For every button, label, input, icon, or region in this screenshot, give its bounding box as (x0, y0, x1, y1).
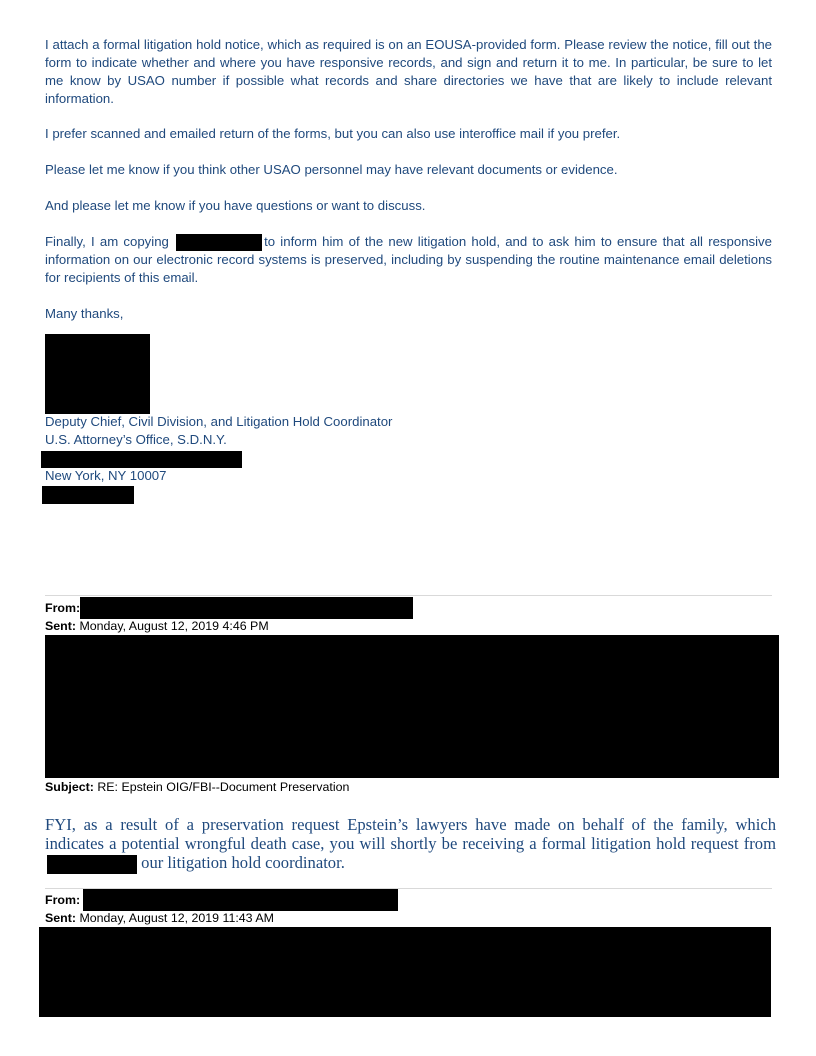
redacted-name (176, 234, 262, 251)
redacted-sender-2 (83, 889, 398, 911)
redacted-recipients (45, 635, 779, 778)
body-paragraph-5 (45, 233, 772, 287)
signature-office: U.S. Attorney’s Office, S.D.N.Y. (45, 432, 227, 447)
header-divider (45, 595, 772, 596)
email1-from-label: From: (45, 601, 81, 615)
body-paragraph-2: I prefer scanned and emailed return of the forms, but you can also use interoffice mail if you prefer. (45, 126, 621, 141)
email1-body-rest: our litigation hold coordinator. (141, 853, 345, 872)
email2-from (45, 892, 80, 908)
email1-subject-value: RE: Epstein OIG/FBI--Document Preservation (97, 780, 350, 794)
email2-from-label: From: (45, 893, 81, 907)
paragraph-5-lead: Finally, I am copying (45, 234, 169, 249)
signature-title: Deputy Chief, Civil Division, and Litigation Hold Coordinator (45, 414, 393, 429)
email1-body-lead: FYI, as a result of a preservation request Epstein’s lawyers have made on behalf of the family, which indicates a potential wrongful death case, you will shortly be receiving a formal litigation hold request from (45, 815, 776, 853)
email1-subject (45, 779, 349, 795)
redacted-phone (42, 486, 134, 504)
redacted-recipients-2 (39, 927, 771, 1017)
body-paragraph-3: Please let me know if you think other USAO personnel may have relevant documents or evidence. (45, 162, 618, 177)
signature-city: New York, NY 10007 (45, 468, 167, 483)
email2-sent-label: Sent: (45, 911, 76, 925)
body-paragraph-4: And please let me know if you have questions or want to discuss. (45, 198, 426, 213)
closing-line: Many thanks, (45, 306, 124, 321)
email1-sent-label: Sent: (45, 619, 76, 633)
redacted-address (41, 451, 242, 468)
email1-sent (45, 618, 269, 634)
redacted-signature-name (45, 334, 150, 414)
email1-body (45, 815, 776, 874)
email1-from (45, 600, 80, 616)
body-paragraph-1: I attach a formal litigation hold notice, which as required is on an EOUSA-provided form. Please review the notice, fill out the form to indicate whether and where you have responsive records, and sign and return it to me. In particular, be sure to let me know by USAO number if possible what records and share directories we have that are likely to include relevant information. (45, 37, 772, 106)
redacted-sender (80, 597, 413, 619)
paragraph-5-rest: to inform him of the new litigation hold, and to ask him to ensure that all responsive information on our electronic record systems is preserved, including by suspending the routine maintenance email deletions for recipients of this email. (45, 234, 772, 286)
email1-subject-label: Subject: (45, 780, 94, 794)
email2-sent-value: Monday, August 12, 2019 11:43 AM (79, 911, 274, 925)
email2-sent (45, 910, 274, 926)
redacted-coordinator-name (47, 855, 137, 874)
email1-sent-value: Monday, August 12, 2019 4:46 PM (79, 619, 269, 633)
